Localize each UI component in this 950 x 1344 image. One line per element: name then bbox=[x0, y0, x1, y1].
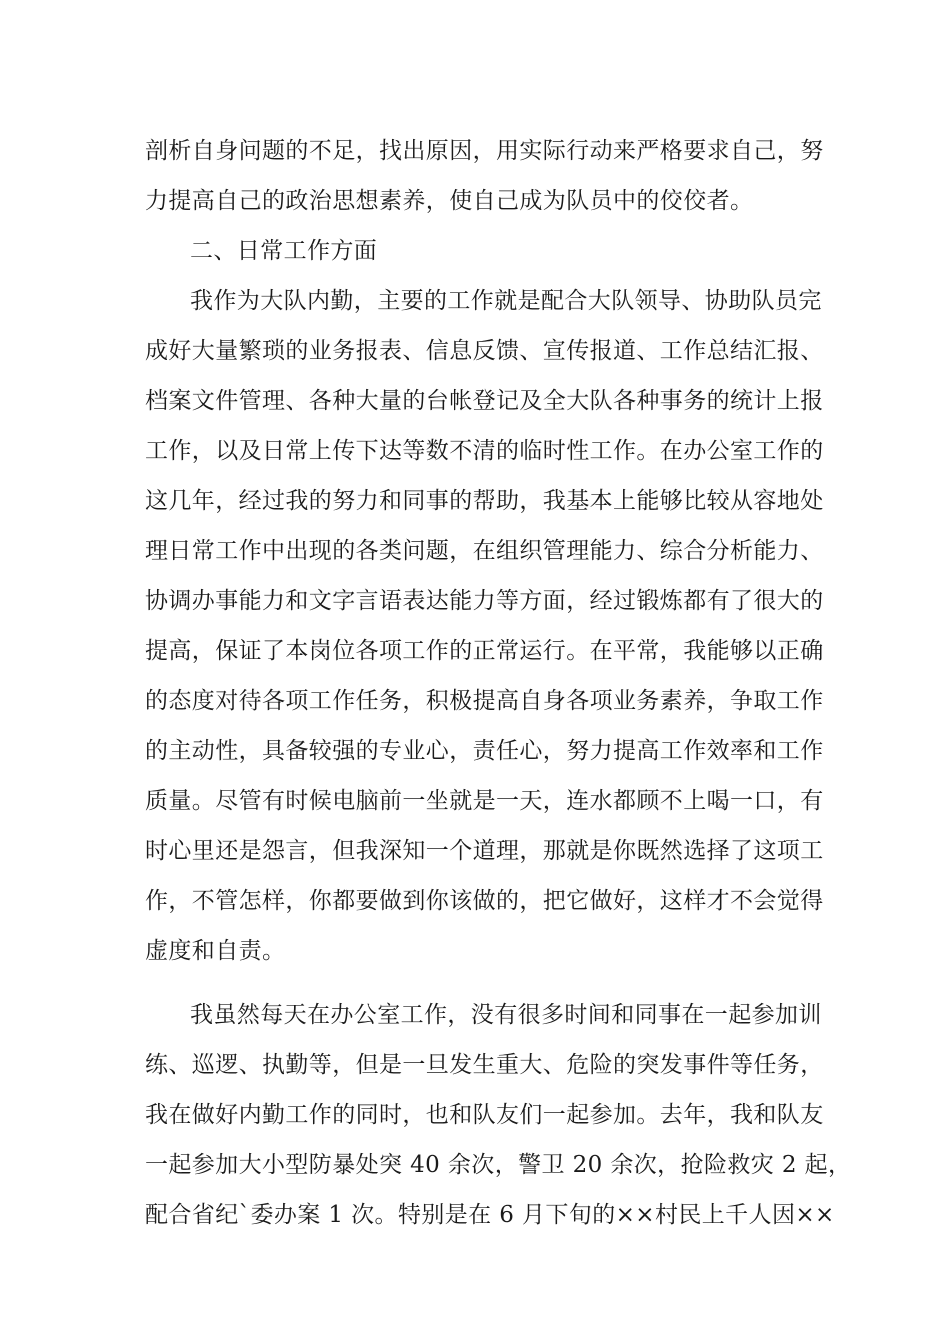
paragraph-line: 协调办事能力和文字言语表达能力等方面，经过锻炼都有了很大的 bbox=[145, 588, 824, 614]
paragraph-line: 这几年，经过我的努力和同事的帮助，我基本上能够比较从容地处 bbox=[145, 488, 824, 514]
paragraph-line: 我作为大队内勤，主要的工作就是配合大队领导、协助队员完 bbox=[190, 288, 822, 314]
paragraph-line: 作，不管怎样，你都要做到你该做的，把它做好，这样才不会觉得 bbox=[145, 888, 824, 914]
paragraph-line: 力提高自己的政治思想素养，使自己成为队员中的佼佼者。 bbox=[145, 188, 754, 214]
paragraph-line: 质量。尽管有时候电脑前一坐就是一天，连水都顾不上喝一口，有 bbox=[145, 788, 824, 814]
paragraph-line: 的态度对待各项工作任务，积极提高自身各项业务素养，争取工作 bbox=[145, 688, 824, 714]
paragraph-line: 虚度和自责。 bbox=[145, 938, 286, 964]
paragraph-line: 时心里还是怨言，但我深知一个道理，那就是你既然选择了这项工 bbox=[145, 838, 824, 864]
paragraph-line: 我虽然每天在办公室工作，没有很多时间和同事在一起参加训 bbox=[190, 1002, 822, 1028]
section-heading: 二、日常工作方面 bbox=[190, 238, 378, 264]
paragraph-line: 工作，以及日常上传下达等数不清的临时性工作。在办公室工作的 bbox=[145, 438, 824, 464]
paragraph-line: 我在做好内勤工作的同时，也和队友们一起参加。去年，我和队友 bbox=[145, 1102, 824, 1128]
paragraph-line: 的主动性，具备较强的专业心，责任心，努力提高工作效率和工作 bbox=[145, 738, 824, 764]
paragraph-line: 练、巡逻、执勤等，但是一旦发生重大、危险的突发事件等任务， bbox=[145, 1052, 824, 1078]
paragraph-line: 理日常工作中出现的各类问题，在组织管理能力、综合分析能力、 bbox=[145, 538, 824, 564]
paragraph-line: 档案文件管理、各种大量的台帐登记及全大队各种事务的统计上报 bbox=[145, 388, 824, 414]
paragraph-line: 配合省纪`委办案 1 次。特别是在 6 月下旬的××村民上千人因×× bbox=[145, 1202, 835, 1228]
paragraph-line: 一起参加大小型防暴处突 40 余次，警卫 20 余次，抢险救灾 2 起， bbox=[145, 1152, 852, 1178]
paragraph-line: 提高，保证了本岗位各项工作的正常运行。在平常，我能够以正确 bbox=[145, 638, 824, 664]
paragraph-line: 成好大量繁琐的业务报表、信息反馈、宣传报道、工作总结汇报、 bbox=[145, 338, 824, 364]
paragraph-line: 剖析自身问题的不足，找出原因，用实际行动来严格要求自己，努 bbox=[145, 138, 824, 164]
